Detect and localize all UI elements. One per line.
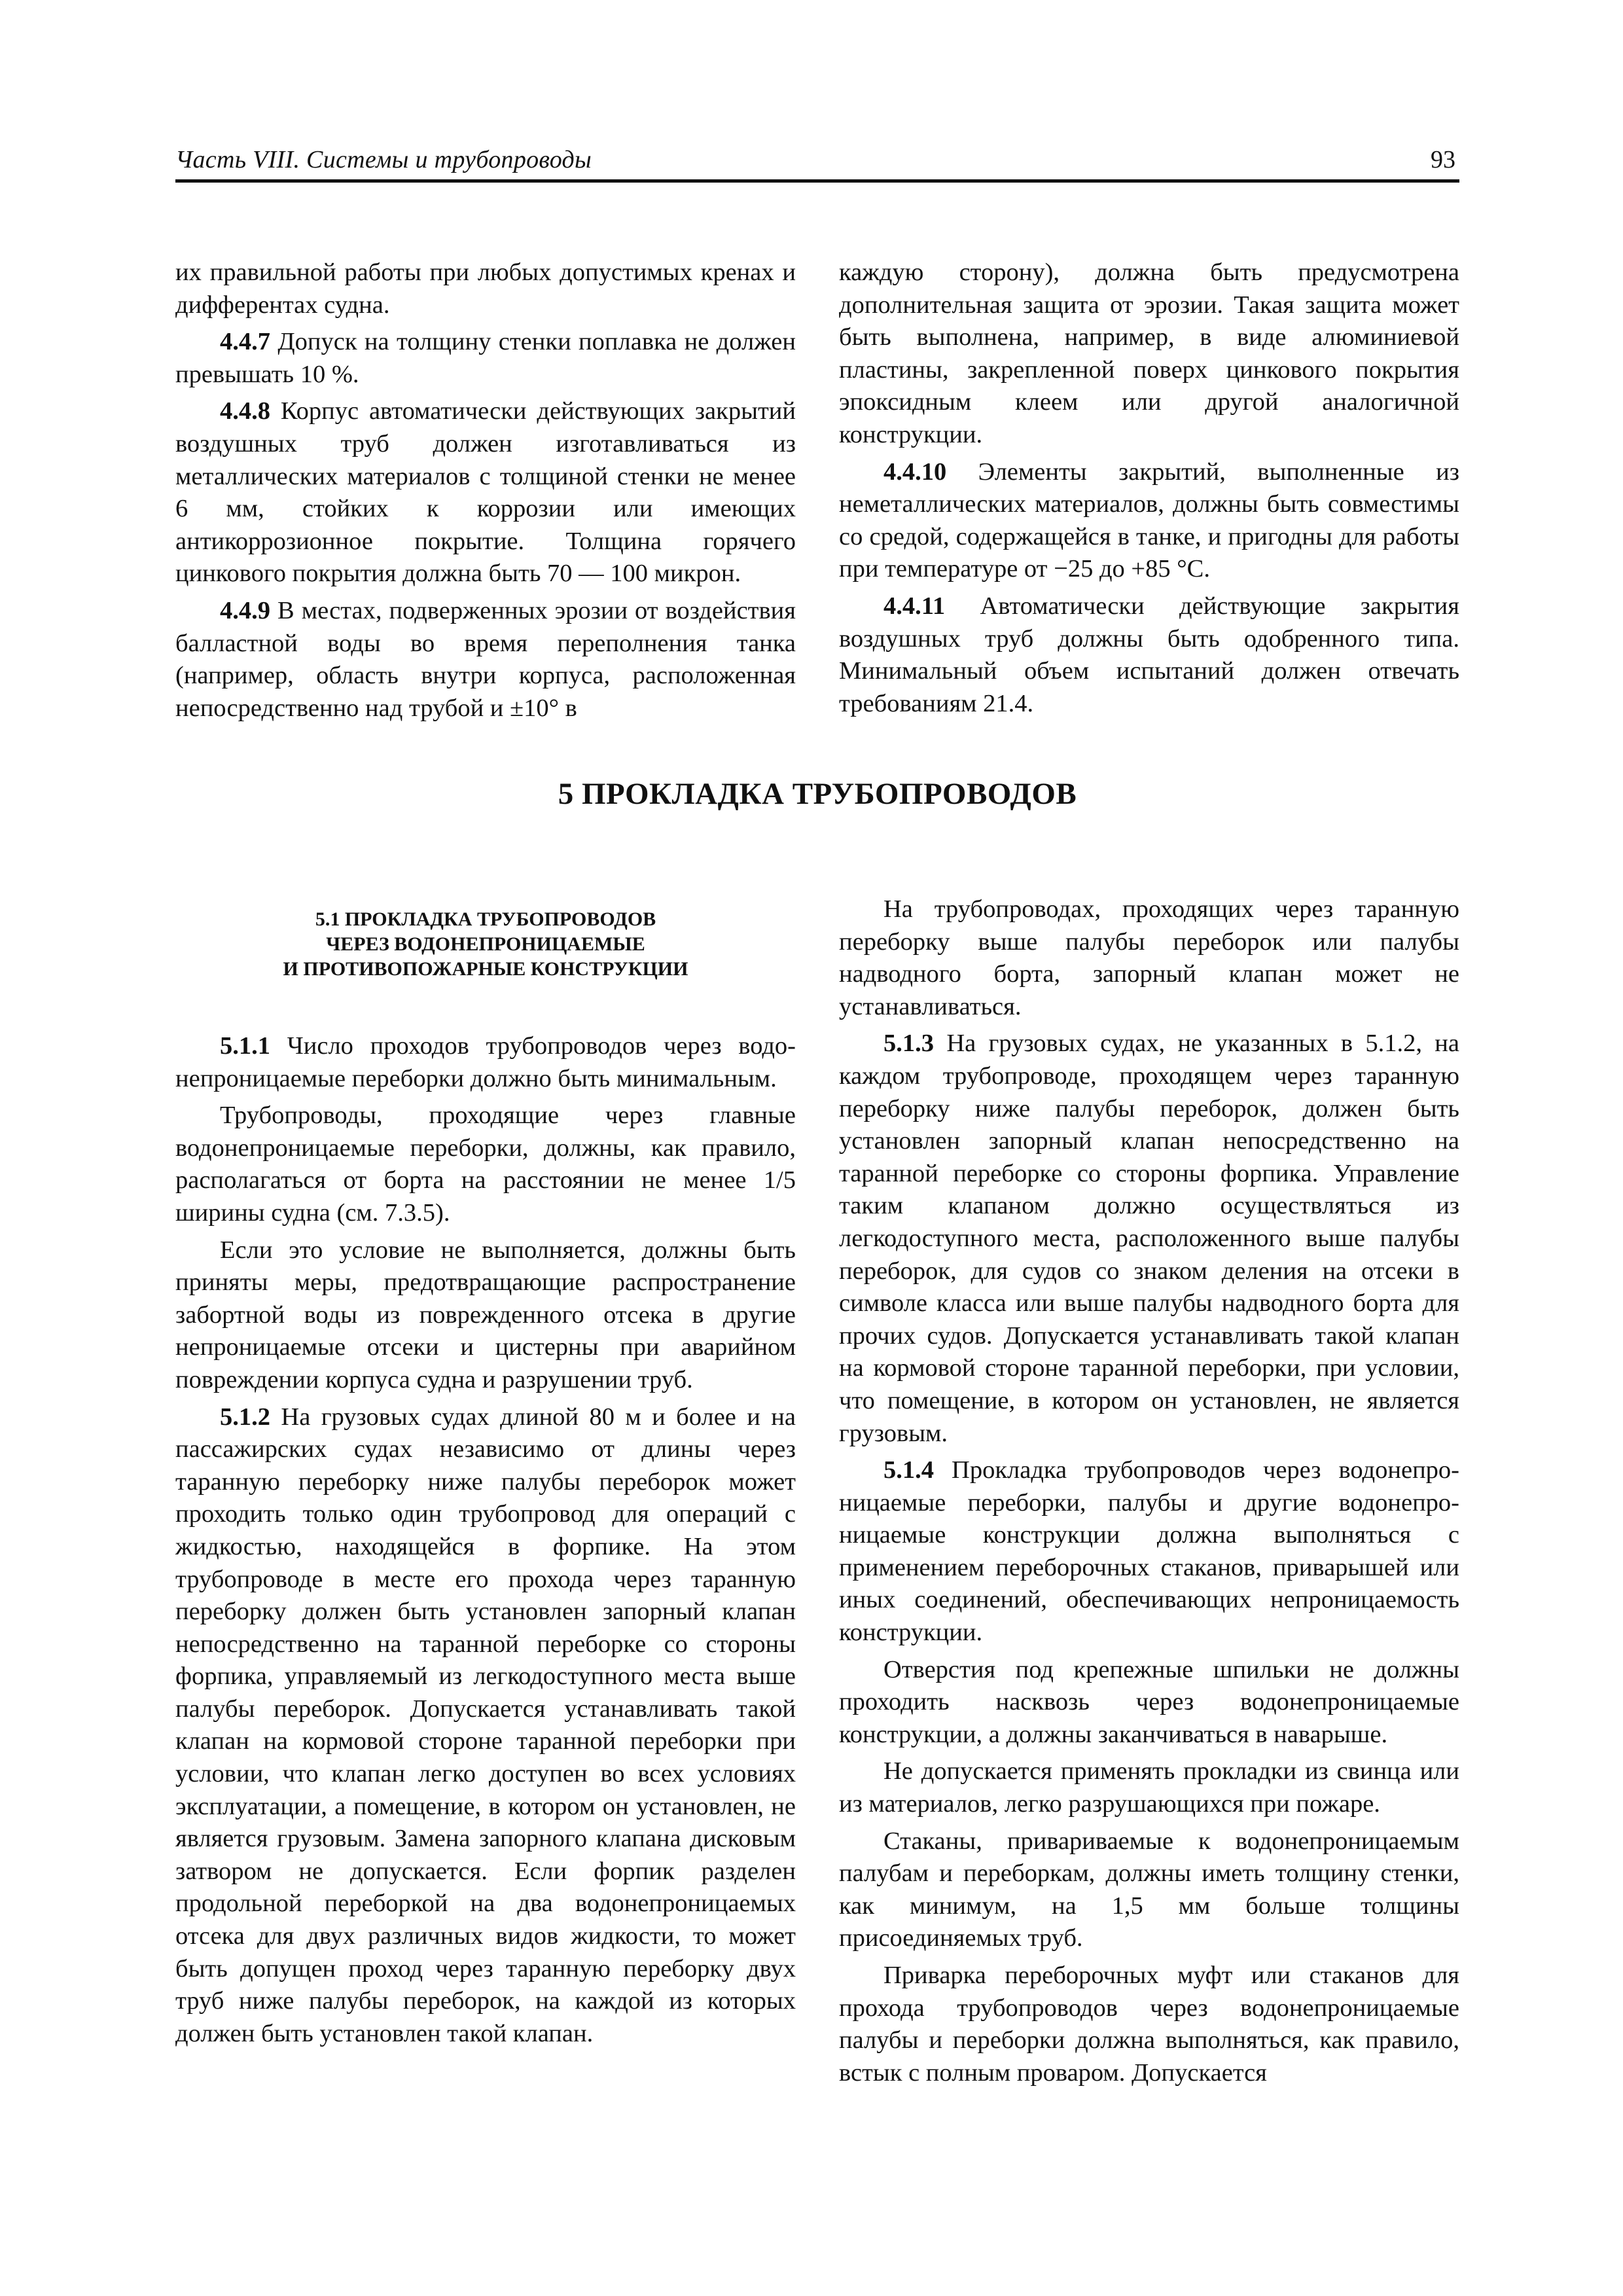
paragraph: 4.4.9 В местах, подверженных эрозии от воздействия балластной воды во время переполнения танка (например, область внутри корпуса, расположенная непосредственно над трубой и ±10° в bbox=[175, 596, 796, 722]
clause-number: 4.4.10 bbox=[883, 457, 947, 486]
paragraph: Стаканы, привариваемые к водонепроницаемым палубам и переборкам, должны иметь толщину стенки, как минимум, на 1,5 мм больше толщины присоединяемых труб. bbox=[839, 1827, 1459, 1952]
paragraph: 5.1.4 Прокладка трубопроводов через водонепроницаемые переборки, палубы и другие водонепроницаемые конструкции должна выполняться с применением переборочных стаканов, приварышей или иных соединений, обеспечивающих непроницаемость конструкции. bbox=[839, 1456, 1459, 1647]
paragraph: 5.1.3 На грузовых судах, не указанных в 5.1.2, на каждом трубопроводе, проходящем через таранную переборку ниже палубы переборок, должен быть установлен запорный клапан непосредственно на таранной переборке со стороны форпика. Управление таким клапаном должно осуществляться из легкодоступного места, расположенного выше палубы переборок, для судов со знаком деления на отсеки в символе класса или выше палубы надводного борта для прочих судов. Допускается устанавливать такой клапан на кормовой стороне таранной переборки, при условии, что помещение, в котором он установлен, не является грузовым. bbox=[839, 1030, 1459, 1447]
running-header bbox=[175, 139, 1459, 183]
page-number: 93 bbox=[1431, 146, 1455, 173]
paragraph: 4.4.11 Автоматически действующие закрытия воздушных труб должны быть одобренного типа. Минимальный объем испытаний должен отвечать требованиям 21.4. bbox=[839, 592, 1459, 717]
bottom-right-column bbox=[839, 893, 1459, 2094]
paragraph: 4.4.7 Допуск на толщину стенки поплавка не должен превышать 10 %. bbox=[175, 328, 796, 388]
subsection-title: 5.1 ПРОКЛАДКА ТРУБОПРОВОДОВ ЧЕРЕЗ ВОДОНЕПРОНИЦАЕМЫЕ И ПРОТИВОПОЖАРНЫЕ КОНСТРУКЦИИ bbox=[283, 908, 688, 980]
paragraph: 4.4.10 Элементы закрытий, выполненные из неметаллических материалов, должны быть совместимы со средой, содержащейся в танке, и пригодны для работы при температуре от −25 до +85 °C. bbox=[839, 457, 1459, 583]
paragraph: 4.4.8 Корпус автоматически действующих закрытий воздушных труб должен изготавливаться из металлических материалов с толщиной стенки не менее 6 мм, стойких к коррозии или имеющих антикоррозионное покрытие. Толщина горячего цинкового покрытия должна быть 70 — 100 микрон. bbox=[175, 397, 796, 588]
clause-number: 4.4.11 bbox=[883, 592, 946, 620]
clause-number: 5.1.4 bbox=[883, 1456, 934, 1484]
paragraph: их правильной работы при любых допустимых кренах и дифферентах судна. bbox=[175, 259, 796, 319]
paragraph: Отверстия под крепежные шпильки не должны проходить насквозь через водонепроницаемые конструкции, а должны заканчиваться в наварыше. bbox=[839, 1655, 1459, 1748]
paragraph: Не допускается применять прокладки из свинца или из материалов, легко разрушающихся при пожаре. bbox=[839, 1757, 1459, 1818]
clause-number: 5.1.1 bbox=[220, 1032, 270, 1060]
bottom-left-column bbox=[175, 1030, 796, 2054]
top-right-column bbox=[839, 257, 1459, 725]
clause-number: 5.1.2 bbox=[220, 1403, 270, 1431]
header-title: Часть VIII. Системы и трубопроводы bbox=[175, 146, 592, 173]
clause-number: 4.4.9 bbox=[220, 596, 270, 624]
paragraph: На трубопроводах, проходящих через таранную переборку выше палубы переборок или палубы надводного борта, запорный клапан может не устанавливаться. bbox=[839, 895, 1459, 1020]
paragraph: Трубопроводы, проходящие через главные водонепроницаемые переборки, должны, как правило, располагаться от борта на расстоянии не менее 1/5 ширины судна (см. 7.3.5). bbox=[175, 1102, 796, 1227]
clause-number: 4.4.7 bbox=[220, 328, 270, 356]
clause-number: 5.1.3 bbox=[883, 1030, 934, 1058]
paragraph: 5.1.1 Число проходов трубопроводов через водонепроницаемые переборки должно быть минимальным. bbox=[175, 1032, 796, 1092]
paragraph: Если это условие не выполняется, должны быть приняты меры, предотвращающие распространение забортной воды из поврежденного отсека в другие непроницаемые отсеки и цистерны при аварийном повреждении корпуса судна и разрушении труб. bbox=[175, 1236, 796, 1393]
top-left-column bbox=[175, 257, 796, 729]
section-title: 5 ПРОКЛАДКА ТРУБОПРОВОДОВ bbox=[558, 777, 1077, 811]
paragraph: 5.1.2 На грузовых судах длиной 80 м и более и на пассажирских судах независимо от длины через таранную переборку ниже палубы переборок может проходить только один трубопровод для операций с жидкостью, находящейся в форпике. На этом трубопроводе в месте его прохода через таранную переборку должен быть установлен запорный клапан непосредственно на таранной переборке со стороны форпика, управляемый из легкодоступного места выше палубы переборок. Допускается устанавливать такой клапан на кормовой стороне таранной переборки при условии, что клапан легко доступен во всех условиях эксплуатации, а помещение, в котором он установлен, не является грузовым. Замена запорного клапана дисковым затвором не допускается. Если форпик разделен продольной переборкой на два водонепроницаемых отсека для двух различных видов жидкости, то может быть допущен проход через таранную переборку двух труб ниже палубы переборок, на каждой из которых должен быть установлен такой клапан. bbox=[175, 1403, 796, 2047]
paragraph: Приварка переборочных муфт или стаканов для прохода трубопроводов через водонепроницаемые палубы и переборки должна выполняться, как правило, встык с полным проваром. Допускается bbox=[839, 1962, 1459, 2087]
clause-number: 4.4.8 bbox=[220, 397, 270, 425]
paragraph: каждую сторону), должна быть предусмотрена дополнительная защита от эрозии. Такая защита может быть выполнена, например, в виде алюминиевой пластины, закрепленной поверх цинкового покрытия эпоксидным клеем или другой аналогичной конструкции. bbox=[839, 259, 1459, 448]
